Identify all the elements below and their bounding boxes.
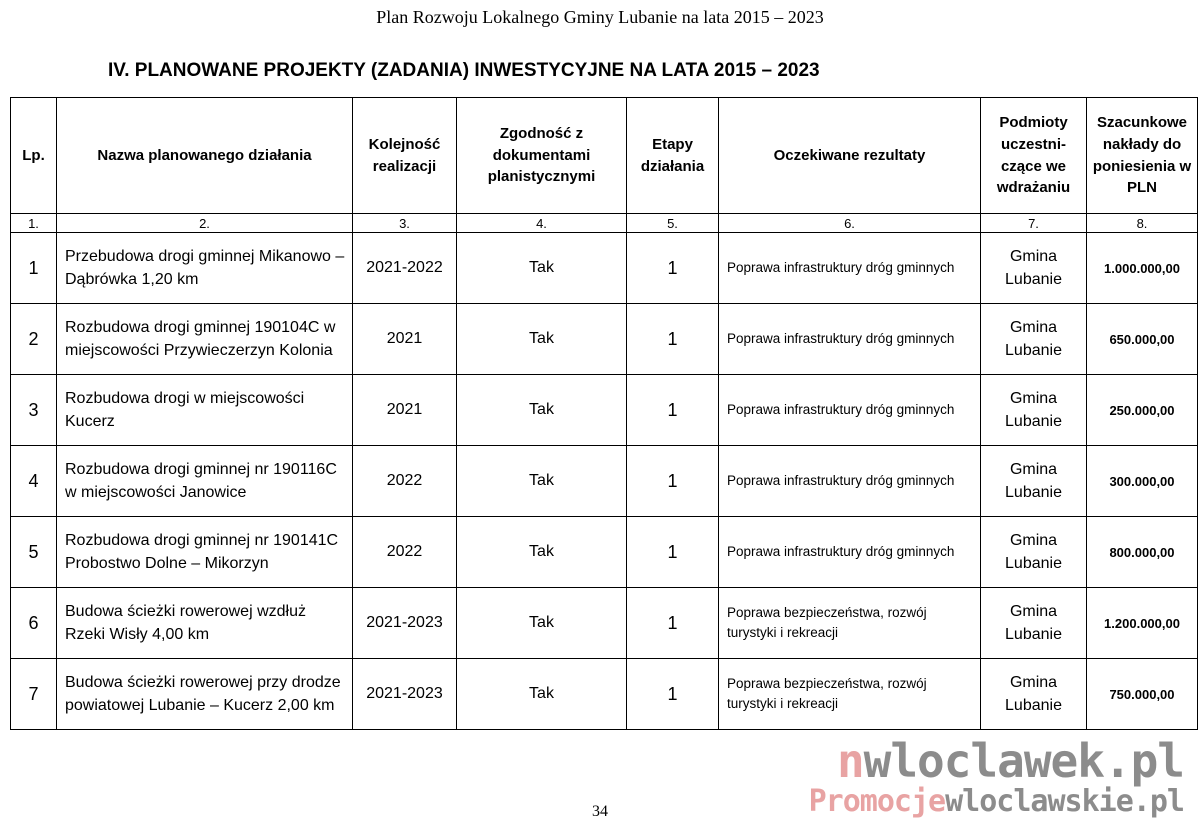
watermark-nwloclawek-logo xyxy=(837,734,1184,788)
cell-order: 2022 xyxy=(353,446,457,517)
cell-order: 2021 xyxy=(353,304,457,375)
column-number: 4. xyxy=(457,214,627,233)
table-row xyxy=(11,304,1198,375)
cell-name: Budowa ścieżki rowerowej przy drodze powiatowej Lubanie – Kucerz 2,00 km xyxy=(57,659,353,730)
column-number: 1. xyxy=(11,214,57,233)
column-number: 7. xyxy=(981,214,1087,233)
column-number: 2. xyxy=(57,214,353,233)
running-header: Plan Rozwoju Lokalnego Gminy Lubanie na lata 2015 – 2023 xyxy=(376,7,824,27)
investment-projects-table xyxy=(10,97,1198,730)
header-name: Nazwa planowanego działania xyxy=(57,98,353,214)
cell-name: Przebudowa drogi gminnej Mikanowo – Dąbrówka 1,20 km xyxy=(57,233,353,304)
cell-entities: Gmina Lubanie xyxy=(981,304,1087,375)
cell-stages: 1 xyxy=(627,588,719,659)
cell-entities: Gmina Lubanie xyxy=(981,659,1087,730)
cell-name: Rozbudowa drogi gminnej 190104C w miejscowości Przywieczerzyn Kolonia xyxy=(57,304,353,375)
cell-results: Poprawa infrastruktury dróg gminnych xyxy=(719,304,981,375)
cell-cost: 650.000,00 xyxy=(1087,304,1198,375)
column-number-row xyxy=(11,214,1198,233)
cell-name: Budowa ścieżki rowerowej wzdłuż Rzeki Wisły 4,00 km xyxy=(57,588,353,659)
cell-lp: 7 xyxy=(11,659,57,730)
cell-lp: 1 xyxy=(11,233,57,304)
cell-cost: 300.000,00 xyxy=(1087,446,1198,517)
cell-lp: 3 xyxy=(11,375,57,446)
watermark-accent: Promocje xyxy=(808,784,946,819)
cell-entities: Gmina Lubanie xyxy=(981,233,1087,304)
table-row xyxy=(11,446,1198,517)
column-number: 3. xyxy=(353,214,457,233)
watermark-text: wloclawskie.pl xyxy=(945,784,1184,819)
cell-stages: 1 xyxy=(627,304,719,375)
cell-stages: 1 xyxy=(627,659,719,730)
cell-compliance: Tak xyxy=(457,375,627,446)
cell-cost: 1.000.000,00 xyxy=(1087,233,1198,304)
cell-entities: Gmina Lubanie xyxy=(981,446,1087,517)
cell-order: 2021-2023 xyxy=(353,659,457,730)
cell-stages: 1 xyxy=(627,375,719,446)
header-cost: Szacunkowe nakłady do poniesienia w PLN xyxy=(1087,98,1198,214)
cell-name: Rozbudowa drogi gminnej nr 190141C Probostwo Dolne – Mikorzyn xyxy=(57,517,353,588)
column-number: 5. xyxy=(627,214,719,233)
table-row xyxy=(11,659,1198,730)
table-row xyxy=(11,233,1198,304)
cell-compliance: Tak xyxy=(457,659,627,730)
cell-lp: 6 xyxy=(11,588,57,659)
header-stages: Etapy działania xyxy=(627,98,719,214)
cell-results: Poprawa infrastruktury dróg gminnych xyxy=(719,233,981,304)
cell-cost: 750.000,00 xyxy=(1087,659,1198,730)
watermark-accent: n xyxy=(836,734,864,788)
cell-results: Poprawa infrastruktury dróg gminnych xyxy=(719,375,981,446)
cell-entities: Gmina Lubanie xyxy=(981,375,1087,446)
cell-stages: 1 xyxy=(627,446,719,517)
cell-order: 2021-2023 xyxy=(353,588,457,659)
header-results: Oczekiwane rezultaty xyxy=(719,98,981,214)
cell-name: Rozbudowa drogi w miejscowości Kucerz xyxy=(57,375,353,446)
cell-results: Poprawa infrastruktury dróg gminnych xyxy=(719,517,981,588)
header-lp: Lp. xyxy=(11,98,57,214)
cell-results: Poprawa infrastruktury dróg gminnych xyxy=(719,446,981,517)
cell-order: 2021 xyxy=(353,375,457,446)
table-header-row xyxy=(11,98,1198,214)
cell-compliance: Tak xyxy=(457,517,627,588)
cell-stages: 1 xyxy=(627,517,719,588)
table-row xyxy=(11,517,1198,588)
cell-results: Poprawa bezpieczeństwa, rozwój turystyki i rekreacji xyxy=(719,588,981,659)
cell-lp: 2 xyxy=(11,304,57,375)
header-entities: Podmioty uczestni-czące we wdrażaniu xyxy=(981,98,1087,214)
watermark-text: wloclawek.pl xyxy=(863,734,1184,788)
column-number: 8. xyxy=(1087,214,1198,233)
cell-entities: Gmina Lubanie xyxy=(981,588,1087,659)
table-row xyxy=(11,375,1198,446)
cell-results: Poprawa bezpieczeństwa, rozwój turystyki i rekreacji xyxy=(719,659,981,730)
cell-compliance: Tak xyxy=(457,304,627,375)
column-number: 6. xyxy=(719,214,981,233)
cell-compliance: Tak xyxy=(457,446,627,517)
table-row xyxy=(11,588,1198,659)
cell-order: 2021-2022 xyxy=(353,233,457,304)
cell-order: 2022 xyxy=(353,517,457,588)
cell-lp: 4 xyxy=(11,446,57,517)
cell-compliance: Tak xyxy=(457,588,627,659)
cell-compliance: Tak xyxy=(457,233,627,304)
cell-cost: 1.200.000,00 xyxy=(1087,588,1198,659)
cell-entities: Gmina Lubanie xyxy=(981,517,1087,588)
cell-lp: 5 xyxy=(11,517,57,588)
cell-stages: 1 xyxy=(627,233,719,304)
section-title: IV. PLANOWANE PROJEKTY (ZADANIA) INWESTYCYJNE NA LATA 2015 – 2023 xyxy=(108,60,820,81)
page-number: 34 xyxy=(592,803,608,820)
cell-cost: 250.000,00 xyxy=(1087,375,1198,446)
cell-cost: 800.000,00 xyxy=(1087,517,1198,588)
cell-name: Rozbudowa drogi gminnej nr 190116C w miejscowości Janowice xyxy=(57,446,353,517)
header-order: Kolejność realizacji xyxy=(353,98,457,214)
header-compliance: Zgodność z dokumentami planistycznymi xyxy=(457,98,627,214)
